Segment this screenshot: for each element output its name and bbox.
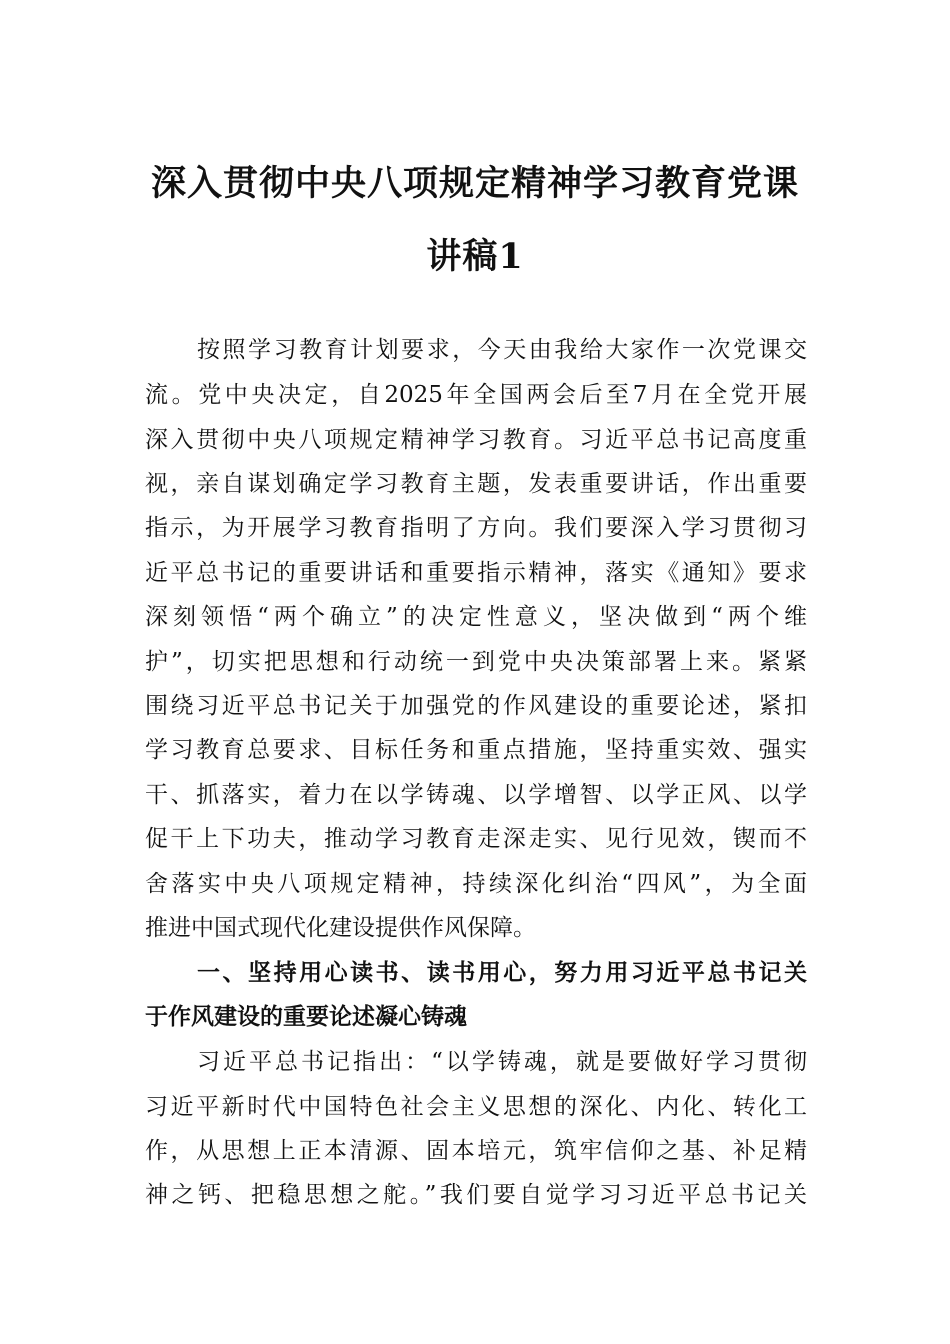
paragraph-line: 围绕习近平总书记关于加强党的作风建设的重要论述，紧扣 xyxy=(145,693,807,719)
paragraph-line: 神之钙、把稳思想之舵。”我们要自觉学习习近平总书记关 xyxy=(145,1182,807,1208)
paragraph-line: 指示，为开展学习教育指明了方向。我们要深入学习贯彻习 xyxy=(145,515,807,541)
paragraph-line: 学习教育总要求、目标任务和重点措施，坚持重实效、强实 xyxy=(145,737,807,763)
paragraph-line: 流。党中央决定，自2025年全国两会后至7月在全党开展 xyxy=(145,382,807,408)
document-title-line-1: 深入贯彻中央八项规定精神学习教育党课 xyxy=(150,163,799,204)
paragraph-line: 深入贯彻中央八项规定精神学习教育。习近平总书记高度重 xyxy=(145,427,807,453)
heading-line: 于作风建设的重要论述凝心铸魂 xyxy=(145,1004,467,1030)
paragraph-line: 近平总书记的重要讲话和重要指示精神，落实《通知》要求 xyxy=(145,560,807,586)
heading-line: 一、坚持用心读书、读书用心，努力用习近平总书记关 xyxy=(197,960,807,986)
paragraph-line: 干、抓落实，着力在以学铸魂、以学增智、以学正风、以学 xyxy=(145,782,807,808)
paragraph-line: 舍落实中央八项规定精神，持续深化纠治“四风”，为全面 xyxy=(145,871,807,897)
paragraph-line: 作，从思想上正本清源、固本培元，筑牢信仰之基、补足精 xyxy=(145,1138,807,1164)
document-title-line-2: 讲稿1 xyxy=(426,236,524,277)
paragraph-line: 习近平新时代中国特色社会主义思想的深化、内化、转化工 xyxy=(145,1094,807,1120)
paragraph-line: 促干上下功夫，推动学习教育走深走实、见行见效，锲而不 xyxy=(145,826,807,852)
paragraph-line: 深刻领悟“两个确立”的决定性意义，坚决做到“两个维 xyxy=(145,604,807,630)
paragraph-line: 推进中国式现代化建设提供作风保障。 xyxy=(145,915,536,941)
paragraph-line: 习近平总书记指出：“以学铸魂，就是要做好学习贯彻 xyxy=(197,1049,807,1075)
paragraph-line: 护”，切实把思想和行动统一到党中央决策部署上来。紧紧 xyxy=(145,649,807,675)
paragraph-line: 按照学习教育计划要求，今天由我给大家作一次党课交 xyxy=(197,337,807,363)
paragraph-line: 视，亲自谋划确定学习教育主题，发表重要讲话，作出重要 xyxy=(145,471,807,497)
